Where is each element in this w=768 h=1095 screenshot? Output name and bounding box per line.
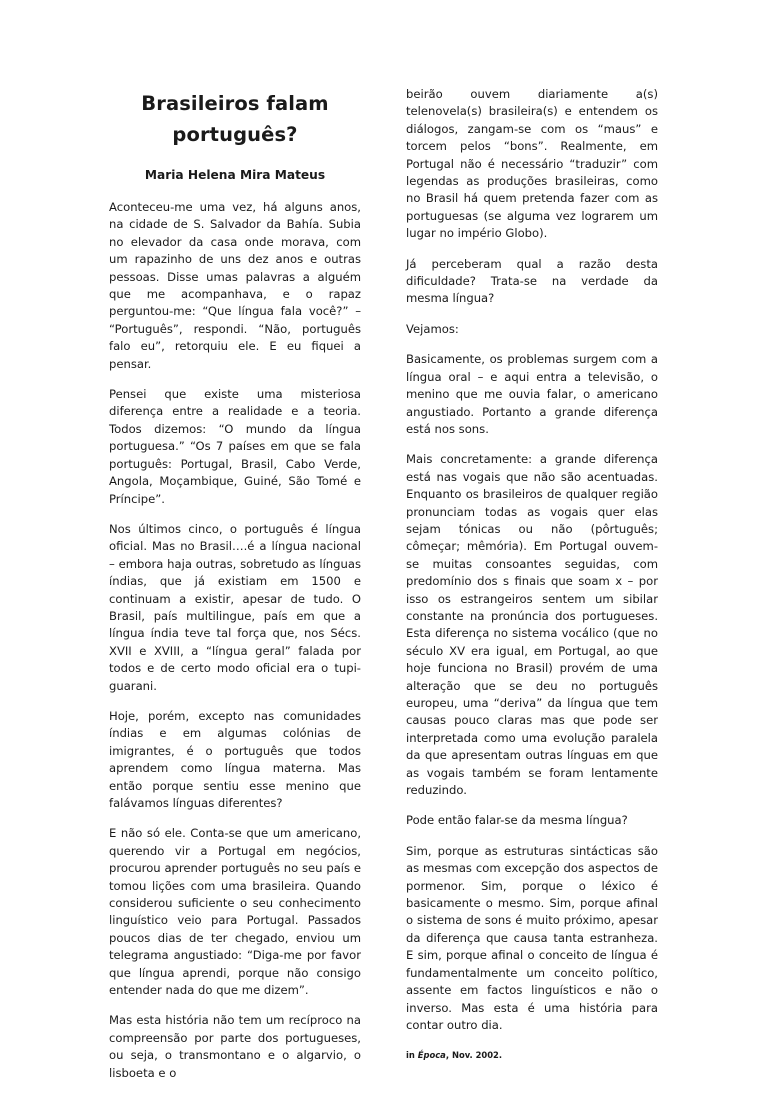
paragraph: Mais concretamente: a grande diferença está nas vogais que não são acentuadas. Enquanto os brasileiros de qualquer região pronunciam todas as vogais quer elas sejam tónicas ou não (pôrtuguês; cômeçar; mêmória). Em Portugal ouvem-se muitas consoantes seguidas, com predomínio dos s finais que soam x – por isso os estrangeiros sentem um sibilar constante na pronúncia dos portugueses. Esta diferença no sistema vocálico (que no século XV era igual, em Portugal, ao que hoje funciona no Brasil) provém de uma alteração que se deu no português europeu, uma “deriva” da língua que tem causas pouco claras mas que pode ser interpretada como uma evolução paralela da que apresentam outras línguas em que as vogais também se foram lentamente reduzindo. bbox=[406, 452, 658, 798]
right-column bbox=[406, 0, 658, 1065]
title-line-2: português? bbox=[172, 123, 298, 146]
title-line-1: Brasileiros falam bbox=[141, 92, 329, 115]
source-citation bbox=[406, 1047, 658, 1064]
citation-source: Época bbox=[417, 1050, 446, 1061]
paragraph: Mas esta história não tem um recíproco na compreensão por parte dos portugueses, ou seja, o transmontano e o algarvio, o lisboeta e o bbox=[109, 1013, 361, 1080]
citation-suffix: , Nov. 2002. bbox=[445, 1050, 503, 1061]
left-column bbox=[109, 0, 361, 1095]
paragraph: beirão ouvem diariamente a(s) telenovela(s) brasileira(s) e entendem os diálogos, zangam-se com os “maus” e torcem pelos “bons”. Realmente, em Portugal não é necessário “traduzir” com legendas as produções brasileiras, como no Brasil há quem pretenda fazer com as portuguesas (se alguma vez lograrem um lugar no império Globo). bbox=[406, 87, 658, 241]
paragraph: Pensei que existe uma misteriosa diferença entre a realidade e a teoria. Todos dizemos: “O mundo da língua portuguesa.” “Os 7 países em que se fala português: Portugal, Brasil, Cabo Verde, Angola, Moçambique, Guiné, São Tomé e Príncipe”. bbox=[109, 387, 361, 506]
author-name: Maria Helena Mira Mateus bbox=[144, 168, 326, 182]
paragraph: Basicamente, os problemas surgem com a língua oral – e aqui entra a televisão, o menino que me ouvia falar, o americano angustiado. Portanto a grande diferença está nos sons. bbox=[406, 352, 658, 436]
paragraph: Já perceberam qual a razão desta dificuldade? Trata-se na verdade da mesma língua? bbox=[406, 256, 658, 306]
paragraph: Nos últimos cinco, o português é língua oficial. Mas no Brasil….é a língua nacional – embora haja outras, sobretudo as línguas índias, que já existiam em 1500 e continuam a existir, apesar de tudo. O Brasil, país multilingue, país em que a língua índia teve tal força que, nos Sécs. XVII e XVIII, a “língua geral” falada por todos e de certo modo oficial era o tupi-guarani. bbox=[109, 521, 361, 693]
paragraph: Sim, porque as estruturas sintácticas são as mesmas com excepção dos aspectos de pormenor. Sim, porque o léxico é basicamente o mesmo. Sim, porque afinal o sistema de sons é muito próximo, apesar da diferença que causa tanta estranheza. E sim, porque afinal o conceito de língua é fundamentalmente um conceito político, assente em factos linguísticos e não o inverso. Mas esta é uma história para contar outro dia. bbox=[406, 843, 658, 1032]
citation-prefix: in bbox=[406, 1050, 418, 1061]
paragraph: Aconteceu-me uma vez, há alguns anos, na cidade de S. Salvador da Bahía. Subia no elevador da casa onde morava, com um rapazinho de uns dez anos e outras pessoas. Disse umas palavras a alguém que me acompanhava, e o rapaz perguntou-me: “Que língua fala você?” – “Português”, respondi. “Não, português falo eu”, retorquiu ele. E eu fiquei a pensar. bbox=[109, 200, 361, 371]
paragraph: Hoje, porém, excepto nas comunidades índias e em algumas colónias de imigrantes, é o português que todos aprendem como língua materna. Mas então porque sentiu esse menino que falávamos línguas diferentes? bbox=[109, 708, 361, 810]
paragraph: Pode então falar-se da mesma língua? bbox=[406, 813, 628, 828]
article-title bbox=[109, 88, 361, 150]
paragraph: Vejamos: bbox=[406, 321, 459, 336]
paragraph: E não só ele. Conta-se que um americano, querendo vir a Portugal em negócios, procurou aprender português no seu país e tomou lições com uma brasileira. Quando considerou suficiente o seu conhecimento linguístico veio para Portugal. Passados poucos dias de ter chegado, enviou um telegrama angustiado: “Diga-me por favor que língua aprendi, porque não consigo entender nada do que me dizem”. bbox=[109, 826, 361, 998]
